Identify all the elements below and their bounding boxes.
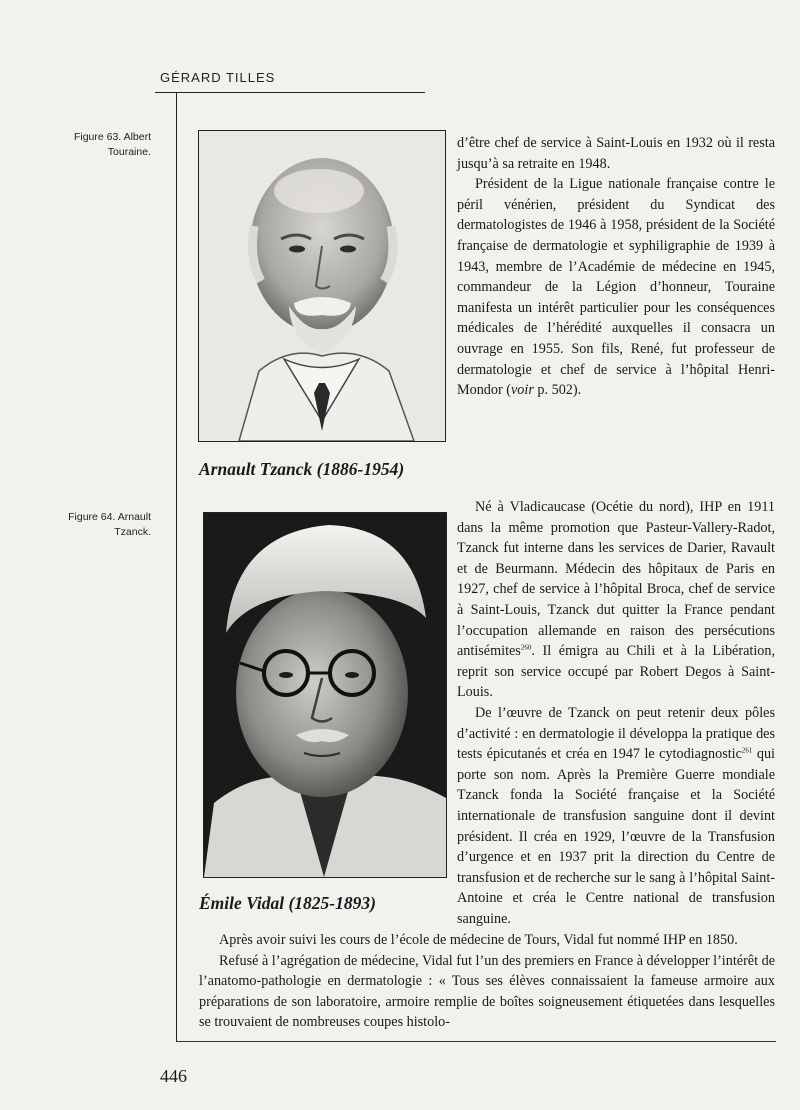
touraine-paragraph-2-text: Président de la Ligue nationale française contre le péril vénérien, président du Syndicat des dermatologistes de 1946 à 1958, président de la Société française de dermatologie et syphiligraphie de 1939 à 1943, membre de l’Académie de médecine en 1945, commandeur de la Légion d’honneur, Touraine manifesta un intérêt particulier pour les conséquences médicales de l’hérédité auxquelles il consacra un ouvrage en 1955. Son fils, René, fut professeur de dermatologie et chef de service à l’hôpital Henri-Mondor ( — [457, 176, 775, 399]
vidal-paragraph-1: Après avoir suivi les cours de l’école de médecine de Tours, Vidal fut nommé IHP en 1850. — [219, 932, 738, 948]
section-title-tzanck: Arnault Tzanck (1886-1954) — [199, 459, 405, 479]
tzanck-paragraph-1-text: Né à Vladicaucase (Océtie du nord), IHP en 1911 dans la même promotion que Pasteur-Vallery-Radot, Tzanck fut interne dans les services de Darier, Ravault et de Beurmann. Médecin des hôpitaux de Paris en 1927, chef de service à l’hôpital Broca, chef de service à Saint-Louis, Tzanck dut quitter la France pendant l’occupation allemande en raison des persécutions antisémites — [457, 499, 775, 660]
voir-reference: voir — [511, 382, 534, 399]
tzanck-paragraph-2-end: qui porte son nom. Après la Première Guerre mondiale Tzanck fonda la Société française et la Société internationale de transfusion sanguine dont il devint président. Il créa en 1929, l’œuvre de la Transfusion d’urgence et en 1937 prit la direction du Centre de transfusion et de recherche sur le sang à l’hôpital Saint-Antoine et créa le Centre national de transfusion sanguine. — [457, 746, 775, 927]
tzanck-paragraph-2 — [457, 703, 775, 930]
figure-63-caption-line: Figure 63. Albert — [73, 131, 151, 143]
figure-63-caption-line: Touraine. — [107, 146, 151, 158]
figure-64-caption-line: Tzanck. — [114, 526, 151, 538]
figure-64-caption-line: Figure 64. Arnault — [68, 511, 151, 523]
tzanck-text-column — [457, 497, 775, 929]
tzanck-paragraph-1 — [457, 497, 775, 703]
running-head: GÉRARD TILLES — [160, 70, 276, 85]
touraine-paragraph-1: d’être chef de service à Saint-Louis en 1932 où il resta jusqu’à sa retraite en 1948. — [457, 135, 775, 172]
vidal-paragraph-2: Refusé à l’agrégation de médecine, Vidal fut l’un des premiers en France à développer l’intérêt de l’anatomo-pathologie en dermatologie : « Tous ses élèves connaissaient la fameuse armoire aux préparations de son laboratoire, armoire remplie de boîtes soigneusement étiquetées dans lesquelles se trouvaient de nombreuses coupes histolo- — [199, 952, 775, 1031]
vidal-text-block — [199, 930, 775, 1033]
figure-64-caption — [56, 510, 151, 540]
footnote-ref-261: 261 — [741, 746, 753, 755]
section-title-vidal: Émile Vidal (1825-1893) — [199, 893, 376, 913]
portrait-touraine-drawing — [199, 131, 445, 441]
portrait-photo-tzanck — [203, 512, 447, 878]
tzanck-paragraph-2-text: De l’œuvre de Tzanck on peut retenir deux pôles d’activité : en dermatologie il développa la pratique des tests épicutanés et créa en 1947 le cytodiagnostic — [457, 704, 775, 763]
tzanck-paragraph-1-end: . Il émigra au Chili et à la Libération, reprit son service occupé par Robert Degos à Saint-Louis. — [457, 643, 775, 701]
footer-rule — [176, 1041, 776, 1042]
margin-rule — [176, 92, 177, 1042]
touraine-paragraph-2-end: p. 502). — [533, 382, 582, 399]
page-number: 446 — [160, 1066, 187, 1086]
header-rule — [155, 92, 425, 93]
touraine-paragraph-2 — [457, 174, 775, 401]
footnote-ref-260: 260 — [520, 643, 532, 652]
portrait-photo-touraine — [198, 130, 446, 442]
touraine-text-column — [457, 133, 775, 401]
figure-63-caption — [56, 130, 151, 160]
portrait-tzanck-drawing — [204, 513, 446, 877]
